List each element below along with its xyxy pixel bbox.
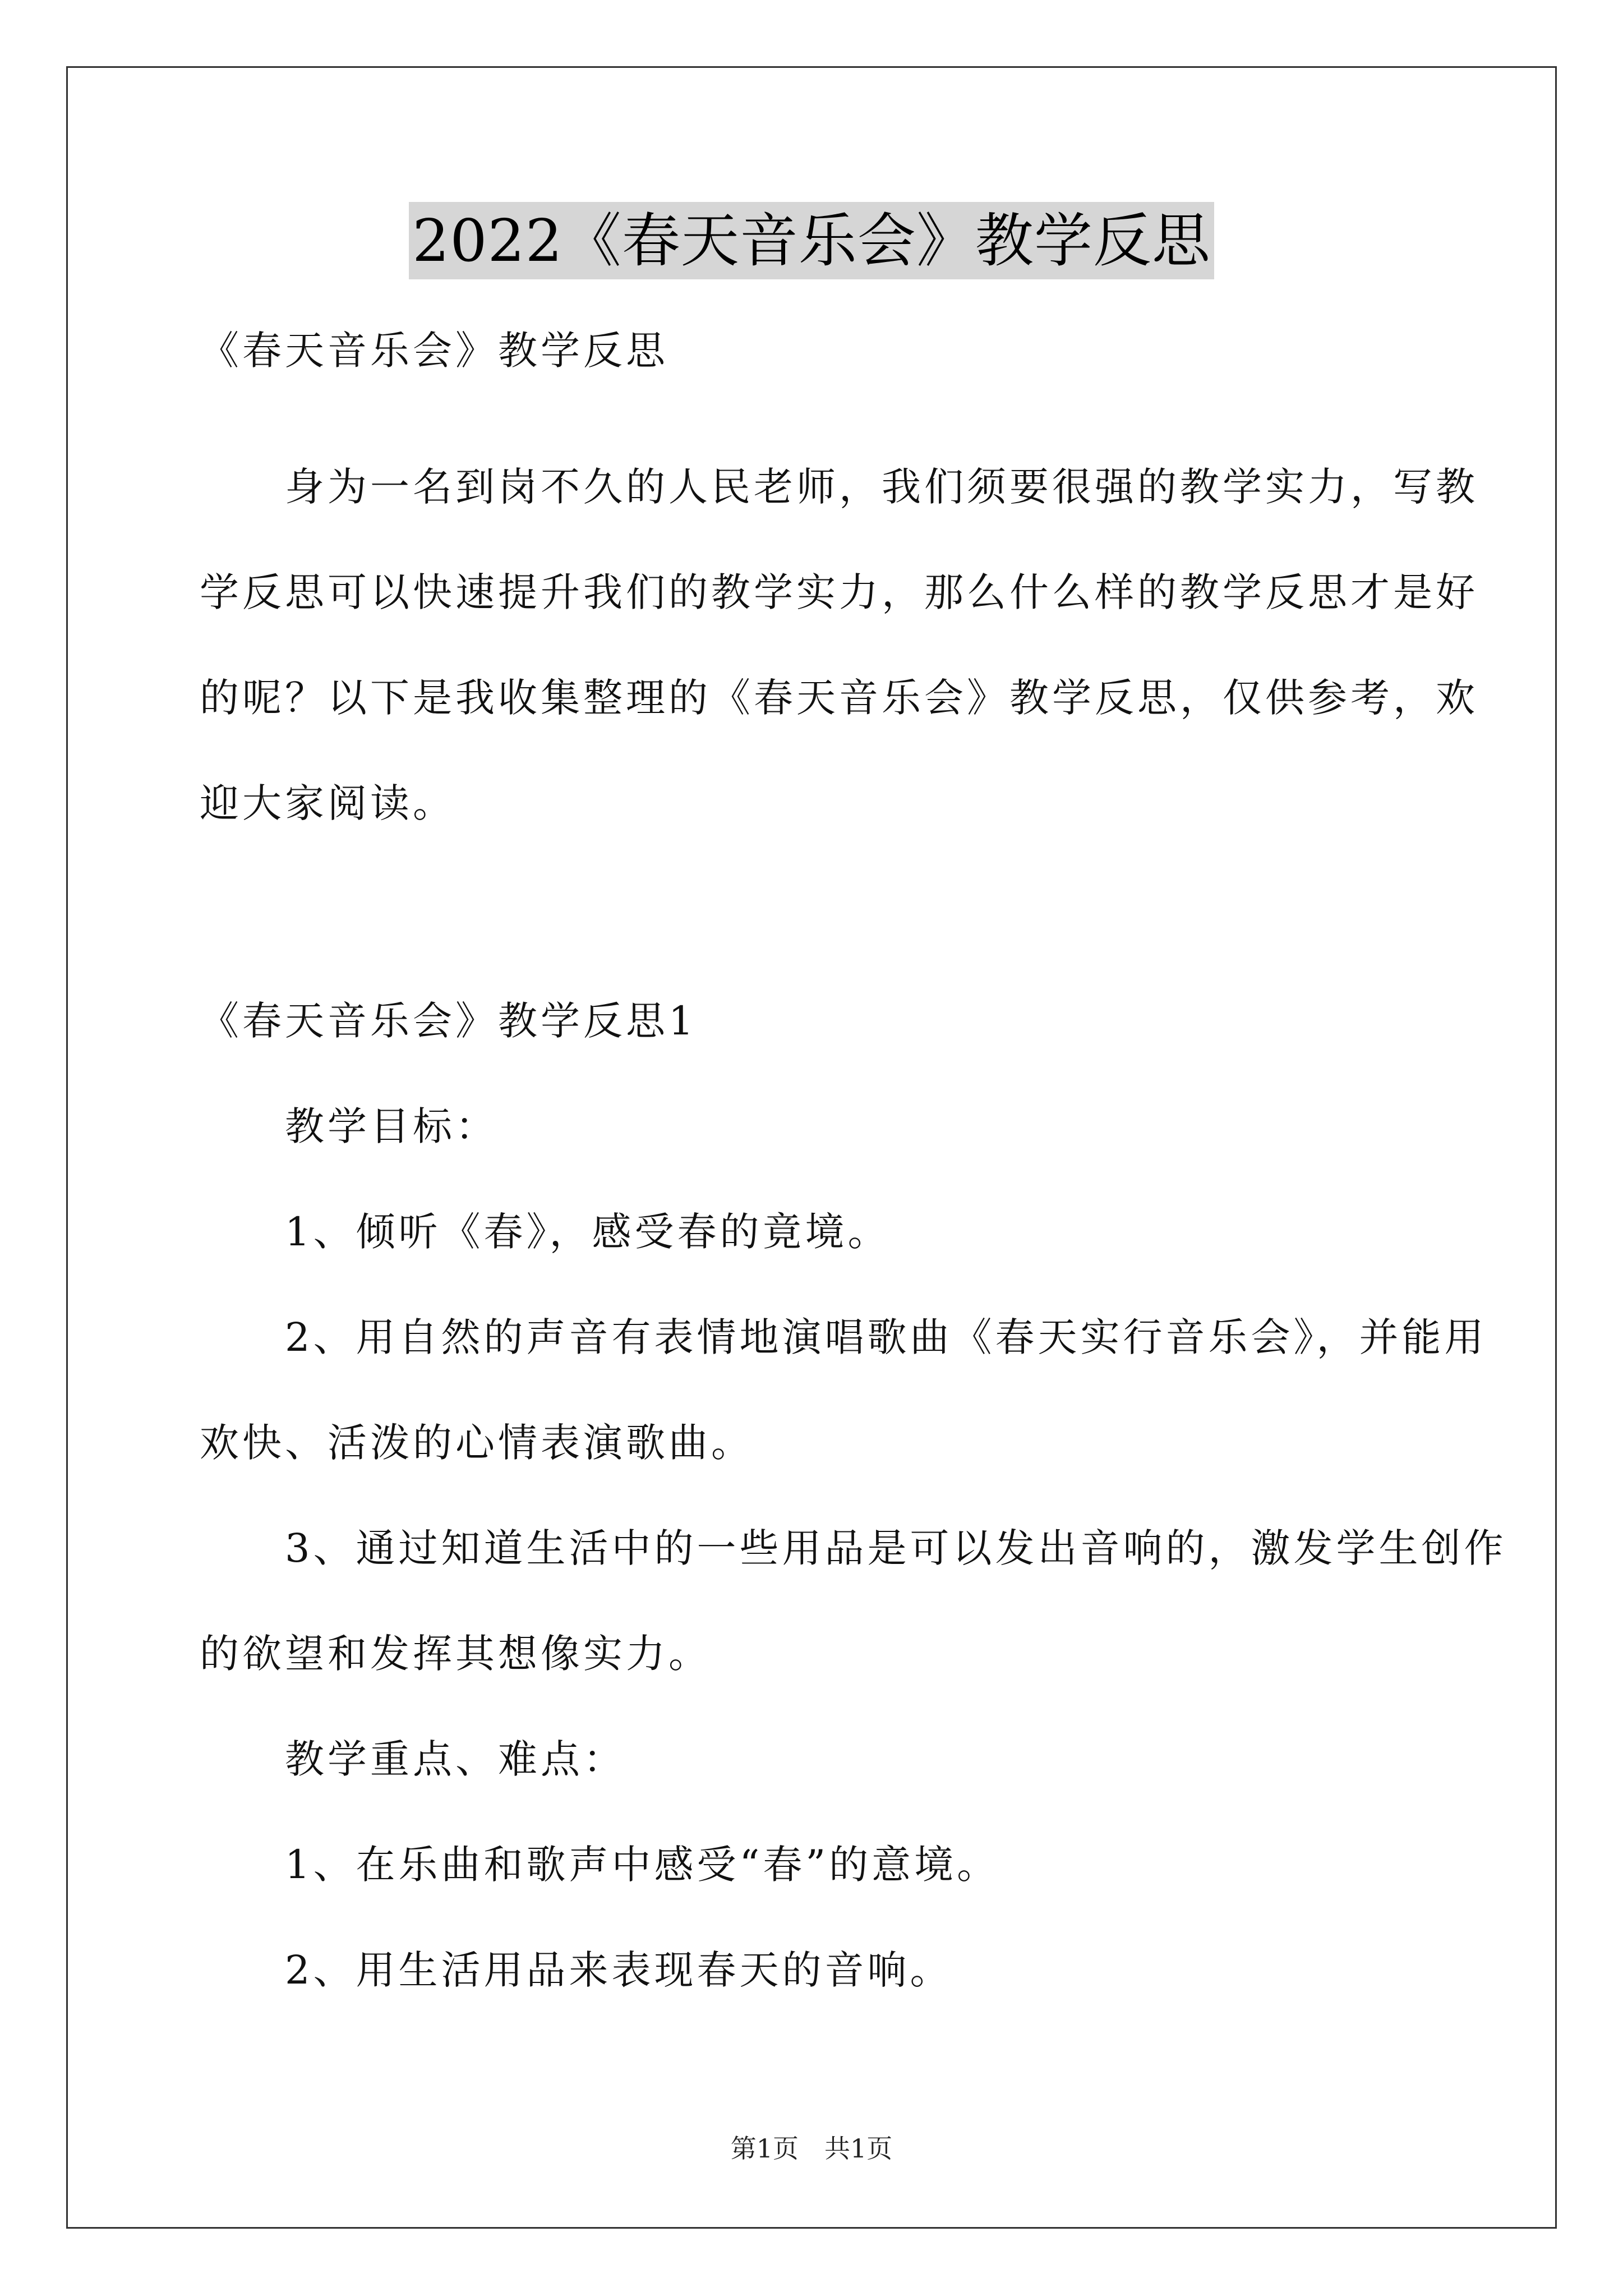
paragraph-line: 1、倾听《春》，感受春的竟境。	[200, 1209, 891, 1255]
paragraph-line: 1、在乐曲和歌声中感受“春”的意境。	[200, 1842, 1000, 1888]
paragraph-line: 教学重点、难点：	[200, 1736, 626, 1782]
paragraph-line: 2、用自然的声音有表情地演唱歌曲《春天实行音乐会》，并能用	[200, 1314, 1487, 1360]
section-heading: 《春天音乐会》教学反思	[200, 328, 668, 374]
section-heading: 《春天音乐会》教学反思1	[200, 998, 697, 1044]
paragraph-line: 2、用生活用品来表现春天的音响。	[200, 1947, 953, 1993]
paragraph-line: 教学目标：	[200, 1103, 498, 1149]
paragraph-line: 3、通过知道生活中的一些用品是可以发出音响的，激发学生创作	[200, 1525, 1507, 1571]
paragraph-line: 欢快、活泼的心情表演歌曲。	[200, 1420, 754, 1466]
paragraph-line: 的欲望和发挥其想像实力。	[200, 1631, 711, 1677]
paragraph-line: 学反思可以快速提升我们的教学实力，那么什么样的教学反思才是好	[200, 569, 1478, 615]
paragraph-line: 的呢？以下是我收集整理的《春天音乐会》教学反思，仅供参考，欢	[200, 675, 1478, 721]
paragraph-line: 身为一名到岗不久的人民老师，我们须要很强的教学实力，写教	[200, 464, 1478, 510]
title-container	[0, 202, 1623, 279]
page-footer: 第1页 共1页	[730, 2133, 893, 2164]
document-title: 2022《春天音乐会》教学反思	[409, 202, 1214, 279]
paragraph-line: 迎大家阅读。	[200, 780, 455, 826]
